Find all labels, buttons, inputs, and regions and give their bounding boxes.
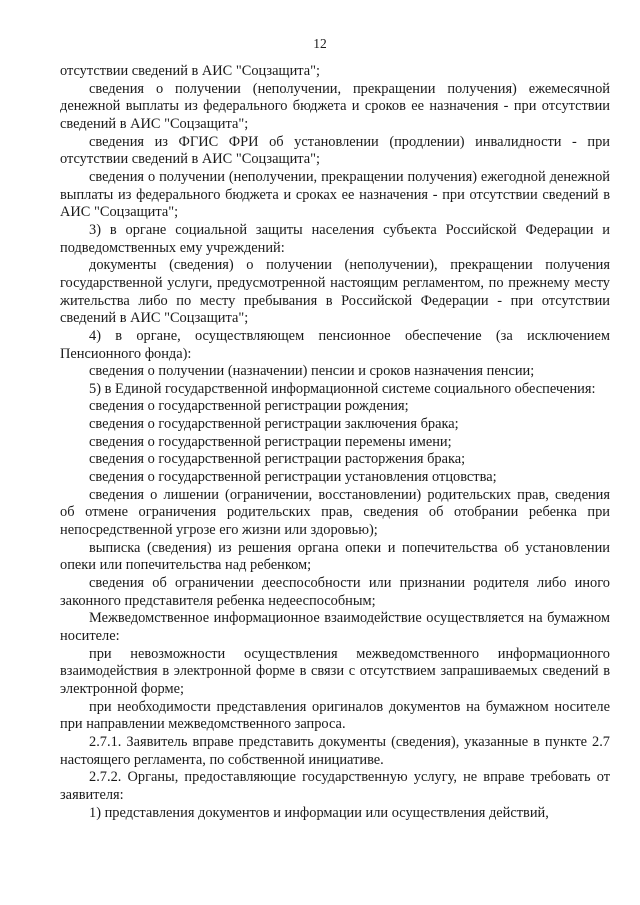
paragraph: 1) представления документов и информации или осуществления действий, bbox=[89, 804, 549, 821]
paragraph: документы (сведения) о получении (неполучении), прекращении получения государственной услуги, предусмотренной настоящим регламентом, по прежнему месту жительства либо по месту пребывания в Российской Федерации - при отсутствии сведений в АИС "Соцзащита"; bbox=[60, 257, 610, 327]
paragraph: сведения о государственной регистрации расторжения брака; bbox=[89, 451, 466, 468]
paragraph: выписка (сведения) из решения органа опеки и попечительства об установлении опеки или попечительства над ребенком; bbox=[60, 539, 610, 574]
paragraph: сведения о государственной регистрации заключения брака; bbox=[89, 416, 459, 433]
paragraph: 2.7.2. Органы, предоставляющие государственную услугу, не вправе требовать от заявителя: bbox=[60, 769, 610, 803]
paragraph: 5) в Единой государственной информационной системе социального обеспечения: bbox=[89, 380, 596, 397]
paragraph: отсутствии сведений в АИС "Соцзащита"; bbox=[60, 63, 321, 79]
paragraph: 2.7.1. Заявитель вправе представить документы (сведения), указанные в пункте 2.7 настоящего регламента, по собственной инициативе. bbox=[60, 733, 610, 768]
paragraph: сведения об ограничении дееспособности или признании родителя либо иного законного представителя ребенка недееспособным; bbox=[60, 575, 610, 609]
paragraph: сведения из ФГИС ФРИ об установлении (продлении) инвалидности - при отсутствии сведений в АИС "Соцзащита"; bbox=[60, 133, 610, 168]
page-number: 12 bbox=[313, 36, 327, 51]
paragraph: 4) в органе, осуществляющем пенсионное обеспечение (за исключением Пенсионного фонда): bbox=[60, 327, 610, 362]
paragraph: сведения о получении (назначении) пенсии и сроков назначения пенсии; bbox=[89, 363, 535, 380]
paragraph: при невозможности осуществления межведомственного информационного взаимодействия в электронной форме в связи с отсутствием запрашиваемых сведений в электронной форме; bbox=[60, 645, 610, 697]
paragraph: сведения о лишении (ограничении, восстановлении) родительских прав, сведения об отмене ограничения родительских прав, сведения об отобрании ребенка при непосредственной угрозе его жизни или здоровью); bbox=[60, 486, 610, 539]
paragraph: 3) в органе социальной защиты населения субъекта Российской Федерации и подведомственных ему учреждений: bbox=[60, 221, 610, 256]
paragraph: сведения о государственной регистрации перемены имени; bbox=[89, 433, 452, 450]
paragraph: сведения о получении (неполучении, прекращении получения) ежегодной денежной выплаты из федерального бюджета и сроках ее назначения - при отсутствии сведений в АИС "Соцзащита"; bbox=[60, 168, 610, 221]
paragraph: сведения о государственной регистрации установления отцовства; bbox=[89, 469, 497, 486]
paragraph: Межведомственное информационное взаимодействие осуществляется на бумажном носителе: bbox=[60, 610, 610, 644]
paragraph: при необходимости представления оригиналов документов на бумажном носителе при направлении межведомственного запроса. bbox=[60, 698, 610, 733]
paragraph: сведения о государственной регистрации рождения; bbox=[89, 398, 409, 415]
paragraph: сведения о получении (неполучении, прекращении получения) ежемесячной денежной выплаты из федерального бюджета и сроков ее назначения - при отсутствии сведений в АИС "Соцзащита"; bbox=[60, 80, 610, 132]
document-body bbox=[60, 63, 610, 822]
